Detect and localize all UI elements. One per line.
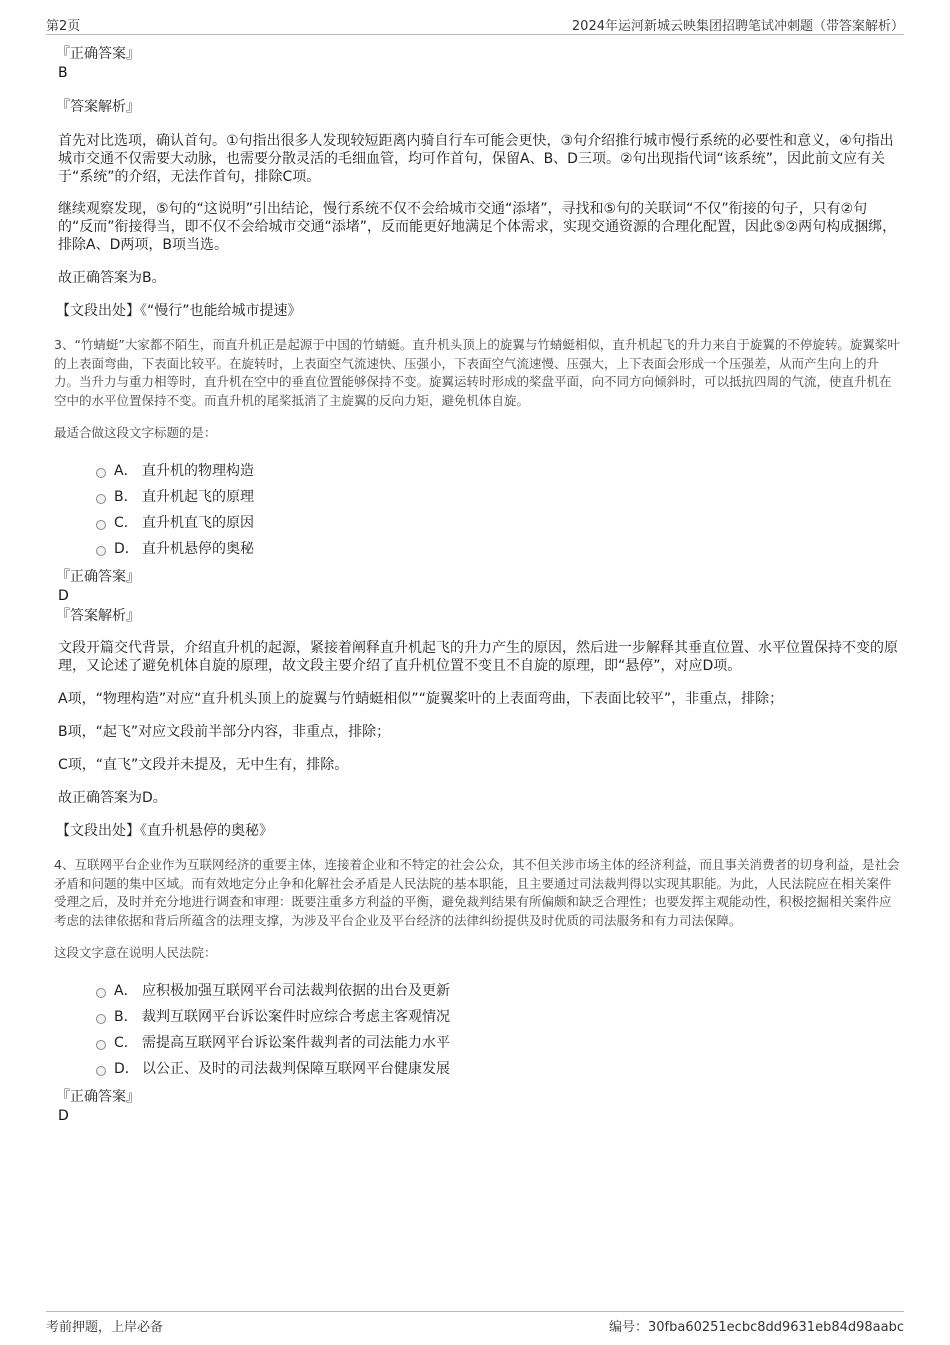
page-footer xyxy=(46,1311,904,1336)
document-id: 编号：30fba60251ecbc8dd9631eb84d98aabc xyxy=(608,1320,904,1335)
page-number: 第2页 xyxy=(46,19,81,34)
q4-option-a[interactable]: A． 应积极加强互联网平台司法裁判依据的出台及更新 xyxy=(56,978,904,1004)
correct-answer-label: 『正确答案』 xyxy=(56,46,140,62)
analysis-label: 『答案解析』 xyxy=(56,608,140,624)
q4-option-c[interactable]: C． 需提高互联网平台诉讼案件裁判者的司法能力水平 xyxy=(56,1030,904,1056)
q4-question-text: 4、互联网平台企业作为互联网经济的重要主体，连接着企业和不特定的社会公众，其不但关涉市场主体的经济利益，而且事关消费者的切身利益，是社会矛盾和问题的集中区域。而有效地定分止争和化解社会矛盾是人民法院的基本职能，且主要通过司法裁判得以实现其职能。为此，人民法院应在相关案件受理之后，及时并充分地进行调查和审理：既要注重多方利益的平衡，避免裁判结果有所偏颇和缺乏合理性；也要发挥主观能动性，积极挖掘相关案件应考虑的法律依据和背后所蕴含的法理支撑，为涉及平台企业及平台经济的法律纠纷提供及时优质的司法服务和有力司法保障。 xyxy=(54,857,900,928)
radio-button-icon[interactable] xyxy=(96,988,106,998)
page-content xyxy=(56,45,904,1125)
q2-analysis-paragraph: 继续观察发现，⑤句的“这说明”引出结论，慢行系统不仅不会给城市交通“添堵”，寻找和⑤句的关联词“不仅”衔接的句子，只有②句的“反而”衔接得当，即不仅不会给城市交通“添堵”，反而能更好地满足个体需求，实现交通资源的合理化配置，因此⑤②两句构成捆绑，排除A、D两项，B项当选。 xyxy=(58,201,897,253)
q3-option-d[interactable]: D． 直升机悬停的奥秘 xyxy=(56,536,904,562)
radio-button-icon[interactable] xyxy=(96,468,106,478)
q3-question-text: 3、“竹蜻蜓”大家都不陌生，而直升机正是起源于中国的竹蜻蜓。直升机头顶上的旋翼与竹蜻蜓相似，直升机起飞的升力来自于旋翼的不停旋转。旋翼桨叶的上表面弯曲，下表面比较平。在旋转时，上表面空气流速快、压强小，下表面空气流速慢、压强大，上下表面会形成一个压强差，从而产生向上的升力。当升力与重力相等时，直升机在空中的垂直位置能够保持不变。旋翼运转时形成的桨盘平面，向不同方向倾斜时，可以抵抗四周的气流，使直升机在空中的水平位置保持不变。而直升机的尾桨抵消了主旋翼的反向力矩，避免机体自旋。 xyxy=(54,337,900,408)
radio-button-icon[interactable] xyxy=(96,520,106,530)
radio-button-icon[interactable] xyxy=(96,494,106,504)
q3-option-a[interactable]: A． 直升机的物理构造 xyxy=(56,458,904,484)
q3-option-b[interactable]: B． 直升机起飞的原理 xyxy=(56,484,904,510)
correct-answer-label: 『正确答案』 xyxy=(56,569,140,585)
q3-analysis-conclusion: 故正确答案为D。 xyxy=(58,790,167,806)
radio-button-icon[interactable] xyxy=(96,1014,106,1024)
page-header xyxy=(46,12,904,35)
q2-answer: B xyxy=(58,65,68,81)
q2-analysis-paragraph: 首先对比选项，确认首句。①句指出很多人发现较短距离内骑自行车可能会更快，③句介绍推行城市慢行系统的必要性和意义，④句指出城市交通不仅需要大动脉，也需要分散灵活的毛细血管，均可作首句，保留A、B、D三项。②句出现指代词“该系统”，因此前文应有关于“系统”的介绍，无法作首句，排除C项。 xyxy=(58,133,894,185)
q4-answer: D xyxy=(58,1108,69,1124)
q4-option-b[interactable]: B． 裁判互联网平台诉讼案件时应综合考虑主客观情况 xyxy=(56,1004,904,1030)
q3-analysis-paragraph: C项，“直飞”文段并未提及，无中生有，排除。 xyxy=(58,757,349,773)
footer-slogan: 考前押题，上岸必备 xyxy=(46,1320,164,1335)
q2-source: 【文段出处】《“慢行”也能给城市提速》 xyxy=(56,303,302,319)
q4-options xyxy=(56,978,904,1082)
q3-source: 【文段出处】《直升机悬停的奥秘》 xyxy=(56,823,273,839)
q4-option-d[interactable]: D． 以公正、及时的司法裁判保障互联网平台健康发展 xyxy=(56,1056,904,1082)
radio-button-icon[interactable] xyxy=(96,1066,106,1076)
radio-button-icon[interactable] xyxy=(96,1040,106,1050)
q3-options xyxy=(56,458,904,562)
q3-prompt: 最适合做这段文字标题的是： xyxy=(54,425,217,440)
correct-answer-label: 『正确答案』 xyxy=(56,1089,140,1105)
q3-analysis-paragraph: A项，“物理构造”对应“直升机头顶上的旋翼与竹蜻蜓相似”“旋翼桨叶的上表面弯曲，下表面比较平”，非重点，排除； xyxy=(58,691,784,707)
q3-option-c[interactable]: C． 直升机直飞的原因 xyxy=(56,510,904,536)
q3-answer: D xyxy=(58,588,69,604)
q2-analysis-conclusion: 故正确答案为B。 xyxy=(58,270,166,286)
document-title: 2024年运河新城云映集团招聘笔试冲刺题（带答案解析） xyxy=(571,19,904,34)
analysis-label: 『答案解析』 xyxy=(56,99,140,115)
radio-button-icon[interactable] xyxy=(96,546,106,556)
q3-analysis-paragraph: 文段开篇交代背景，介绍直升机的起源，紧接着阐释直升机起飞的升力产生的原因，然后进一步解释其垂直位置、水平位置保持不变的原理，又论述了避免机体自旋的原理，故文段主要介绍了直升机位置不变且不自旋的原理，即“悬停”，对应D项。 xyxy=(58,640,898,674)
q3-analysis-paragraph: B项，“起飞”对应文段前半部分内容，非重点，排除； xyxy=(58,724,391,740)
q4-prompt: 这段文字意在说明人民法院： xyxy=(54,945,217,960)
